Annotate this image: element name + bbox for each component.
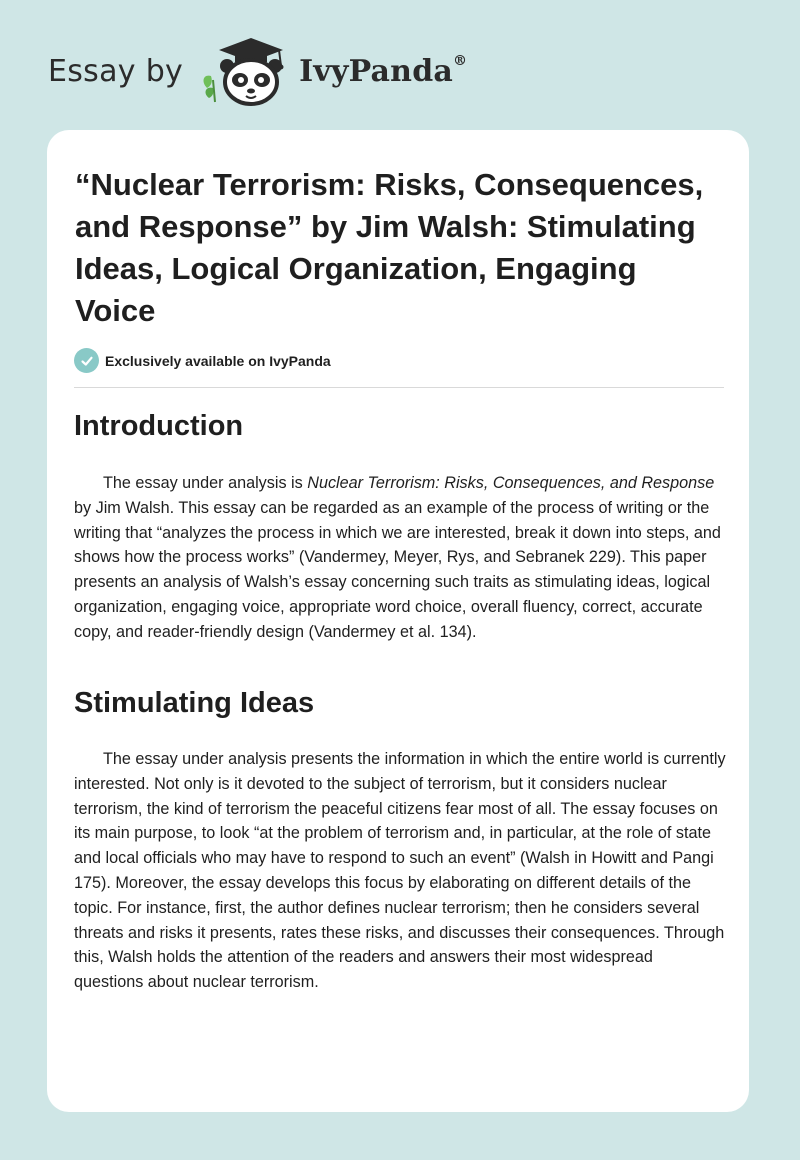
stimulating-ideas-paragraph: The essay under analysis presents the information in which the entire world is currently interested. Not only is it devoted to the subject of terrorism, but it considers nuclear terrorism, the kind of terrorism the peaceful citizens fear most of all. The essay focuses on its main purpose, to look “at the problem of terrorism and, in particular, at the role of state and local officials who may have to respond to such an event” (Walsh in Howitt and Pangi 175). Moreover, the essay develops this focus by elaborating on different details of the topic. For instance, first, the author defines nuclear terrorism; then he considers several threats and risks it presents, rates these risks, and discusses their consequences. Through this, Walsh holds the attention of the readers and answers their most widespread questions about nuclear terrorism.	[74, 750, 726, 992]
essay-by-label: Essay by	[48, 53, 184, 89]
site-header	[48, 36, 467, 106]
exclusive-badge	[74, 348, 331, 373]
introduction-paragraph: The essay under analysis is Nuclear Terrorism: Risks, Consequences, and Response by Jim Walsh. This essay can be regarded as an example of the process of writing or the writing that “analyzes the process in which we are interested, break it down into steps, and shows how the process works” (Vandermey, Meyer, Rys, and Sebranek 229). This paper presents an analysis of Walsh’s essay concerning such traits as stimulating ideas, logical organization, engaging voice, appropriate word choice, overall fluency, correct, accurate copy, and reader-friendly design (Vandermey et al. 134).	[74, 474, 721, 641]
section-heading-introduction: Introduction	[74, 410, 244, 442]
brand-name[interactable]: IvyPanda®	[299, 53, 468, 89]
check-badge-icon	[74, 348, 99, 373]
title-divider	[74, 387, 724, 388]
essay-card	[47, 130, 749, 1112]
exclusive-badge-text: Exclusively available on IvyPanda	[105, 352, 331, 369]
essay-title: “Nuclear Terrorism: Risks, Consequences, and Response” by Jim Walsh: Stimulating Ideas, Logical Organization, Engaging Voice	[75, 167, 704, 328]
ivypanda-logo-icon[interactable]	[199, 36, 295, 106]
section-heading-stimulating-ideas: Stimulating Ideas	[74, 687, 315, 719]
essay-title-italic: Nuclear Terrorism: Risks, Consequences, and Response	[307, 474, 715, 492]
registered-mark: ®	[453, 53, 468, 69]
